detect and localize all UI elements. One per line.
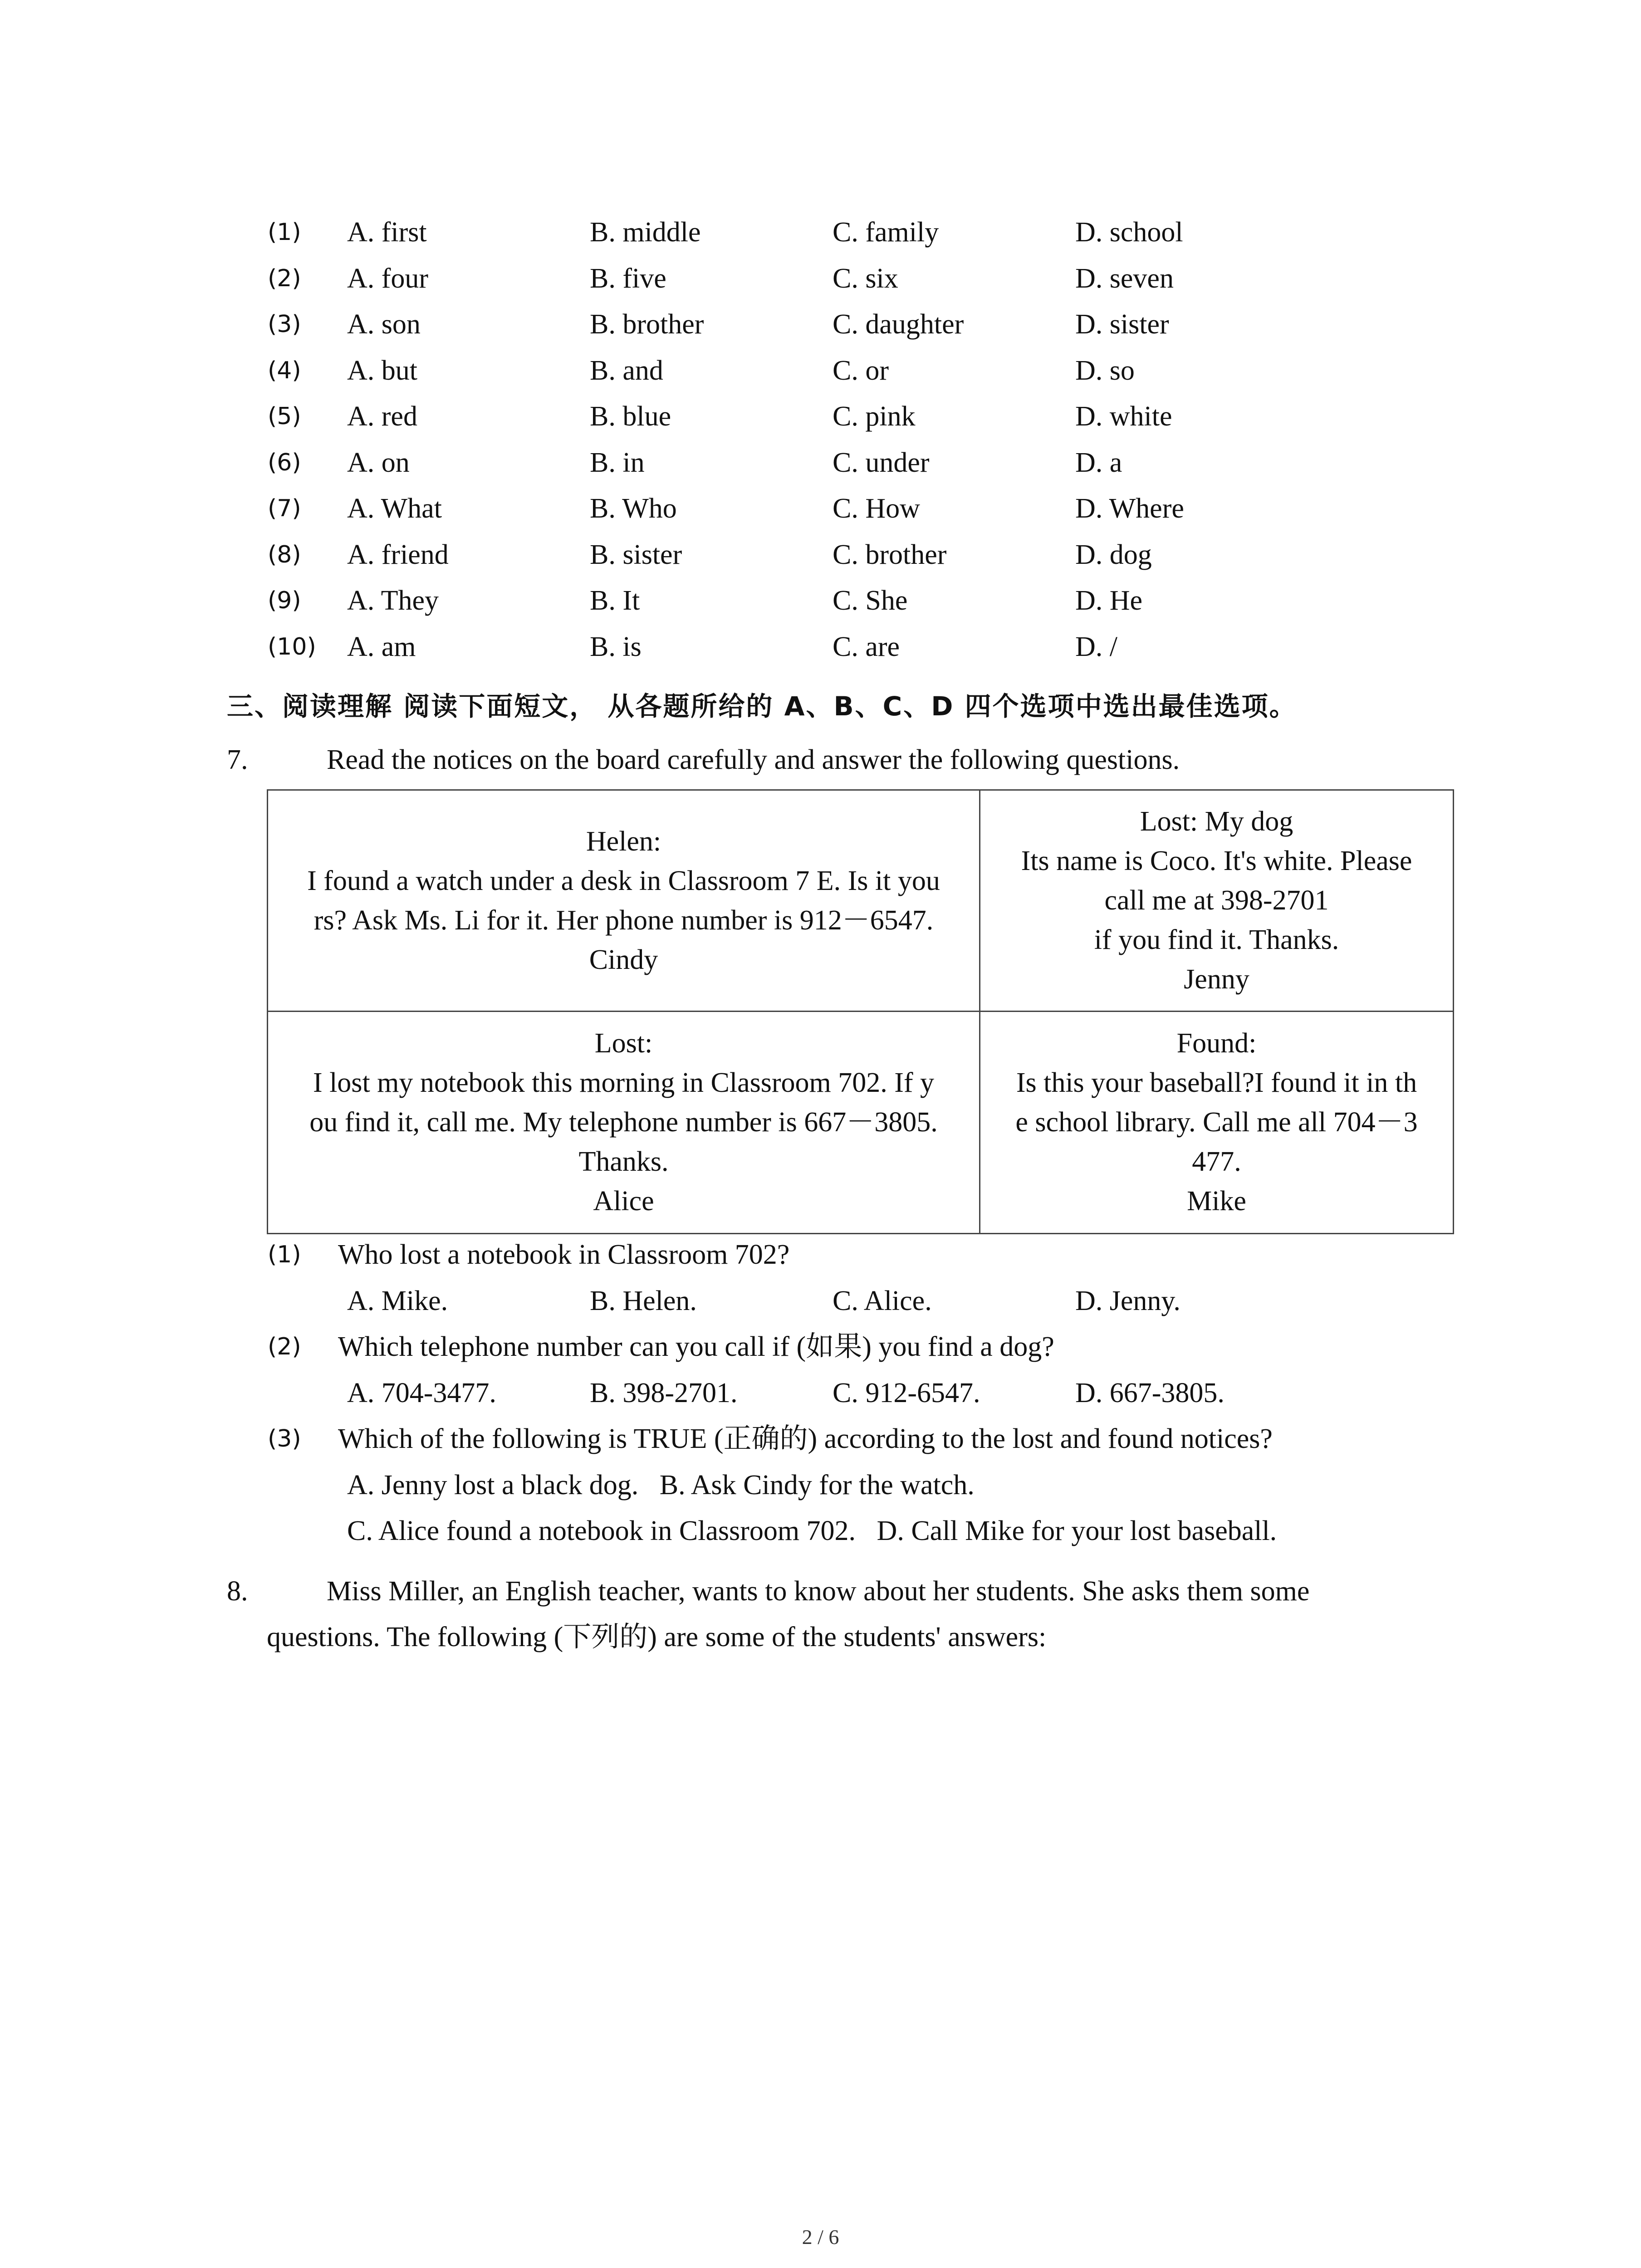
subquestion-text: Who lost a notebook in Classroom 702? [338, 1239, 790, 1270]
option-d: D. a [1075, 447, 1122, 478]
option-c: C. daughter [833, 309, 964, 340]
notice-board-table [267, 789, 1454, 1234]
option-a: A. four [347, 263, 429, 294]
notice-line: Its name is Coco. It's white. Please [1021, 846, 1412, 876]
option-d: D. Jenny. [1075, 1285, 1181, 1316]
option-c: C. under [833, 447, 930, 478]
notice-lost-dog [980, 790, 1454, 1012]
option-row [268, 256, 1357, 302]
option-d: D. white [1075, 401, 1172, 432]
subquestion-text: Which telephone number can you call if (如果) you find a dog? [338, 1331, 1054, 1362]
option-d: D. school [1075, 217, 1183, 248]
notice-found-baseball [980, 1012, 1454, 1234]
option-row [268, 532, 1357, 578]
option-a: A. They [347, 585, 439, 616]
option-row [268, 486, 1357, 532]
option-a: A. Mike. [347, 1285, 448, 1316]
option-c: C. are [833, 631, 900, 662]
subquestion-3-options-line-2 [268, 1508, 1402, 1554]
option-b: B. middle [590, 217, 701, 248]
option-a: A. am [347, 631, 416, 662]
option-a: A. first [347, 217, 427, 248]
notice-line: Lost: [594, 1028, 653, 1059]
option-c: C. How [833, 493, 920, 524]
option-row [268, 394, 1357, 440]
question-number: (9) [268, 587, 301, 614]
option-a: A. but [347, 355, 417, 386]
subquestion-2-options [268, 1370, 1402, 1417]
notice-helen [268, 790, 980, 1012]
question-number: (5) [268, 403, 301, 430]
question-8-number: 8. [227, 1576, 248, 1607]
question-7-number: 7. [227, 744, 248, 775]
option-row [268, 302, 1357, 348]
option-d: D. seven [1075, 263, 1174, 294]
option-b: B. is [590, 631, 642, 662]
subquestion-1-options [268, 1278, 1402, 1325]
option-a: A. friend [347, 539, 449, 570]
options-line: C. Alice found a notebook in Classroom 702. D. Call Mike for your lost baseball. [347, 1515, 1277, 1546]
notice-line: Found: [1176, 1028, 1257, 1059]
option-a: A. red [347, 401, 417, 432]
notice-line: call me at 398-2701 [1104, 885, 1329, 916]
question-8-line-2: questions. The following (下列的) are some of the students' answers: [267, 1622, 1047, 1652]
option-b: B. It [590, 585, 640, 616]
question-number: (7) [268, 495, 301, 522]
notice-line: Jenny [1184, 964, 1249, 995]
notice-line: rs? Ask Ms. Li for it. Her phone number is 912－6547. [314, 904, 934, 936]
option-c: C. or [833, 355, 889, 386]
option-b: B. blue [590, 401, 671, 432]
option-d: D. Where [1075, 493, 1184, 524]
notice-line: Cindy [589, 944, 658, 975]
option-row [268, 440, 1357, 486]
option-c: C. family [833, 217, 939, 248]
option-c: C. six [833, 263, 898, 294]
notice-line: Lost: My dog [1140, 806, 1293, 837]
option-c: C. pink [833, 401, 916, 432]
notice-line: Helen: [586, 826, 661, 857]
cloze-options-list [268, 210, 1357, 670]
option-b: B. five [590, 263, 666, 294]
notice-line: e school library. Call me all 704－3 [1015, 1107, 1418, 1138]
notice-line: Alice [593, 1186, 654, 1217]
question-7-subquestions [268, 1232, 1402, 1554]
option-row [268, 348, 1357, 394]
option-a: A. 704-3477. [347, 1377, 496, 1408]
option-b: B. sister [590, 539, 682, 570]
notice-line: Thanks. [578, 1146, 669, 1177]
notice-line: I lost my notebook this morning in Classroom 702. If y [313, 1067, 935, 1098]
option-b: B. brother [590, 309, 704, 340]
subquestion-3-options-line-1 [268, 1462, 1402, 1509]
question-number: (2) [268, 264, 301, 292]
section-heading: 三、阅读理解 阅读下面短文， 从各题所给的 A、B、C、D 四个选项中选出最佳选项。 [227, 691, 1297, 722]
notice-line: 477. [1192, 1146, 1241, 1177]
option-c: C. 912-6547. [833, 1377, 980, 1408]
subquestion-number: (1) [268, 1241, 301, 1268]
question-number: (1) [268, 219, 301, 246]
subquestion-1 [268, 1232, 1402, 1278]
option-c: C. She [833, 585, 908, 616]
option-d: D. / [1075, 631, 1117, 662]
subquestion-number: (2) [268, 1333, 301, 1360]
option-c: C. brother [833, 539, 947, 570]
question-number: (4) [268, 357, 301, 384]
question-7-instruction: Read the notices on the board carefully and answer the following questions. [327, 744, 1180, 775]
page-number: 2 / 6 [802, 2225, 839, 2248]
option-b: B. Who [590, 493, 677, 524]
subquestion-number: (3) [268, 1425, 301, 1452]
option-b: B. and [590, 355, 663, 386]
option-a: A. on [347, 447, 410, 478]
option-row [268, 578, 1357, 624]
notice-lost-notebook [268, 1012, 980, 1234]
subquestion-3 [268, 1416, 1402, 1462]
notice-line: ou find it, call me. My telephone number is 667－3805. [309, 1107, 938, 1138]
notice-line: if you find it. Thanks. [1094, 924, 1339, 955]
option-row [268, 210, 1357, 256]
notice-line: Is this your baseball?I found it in th [1016, 1067, 1417, 1098]
subquestion-2 [268, 1324, 1402, 1370]
option-d: D. sister [1075, 309, 1169, 340]
option-d: D. He [1075, 585, 1143, 616]
option-b: B. in [590, 447, 645, 478]
option-d: D. so [1075, 355, 1135, 386]
option-row [268, 624, 1357, 670]
question-8-line-1: Miss Miller, an English teacher, wants to know about her students. She asks them some [327, 1576, 1310, 1607]
option-b: B. Helen. [590, 1285, 697, 1316]
option-d: D. 667-3805. [1075, 1377, 1225, 1408]
notice-line: Mike [1187, 1186, 1246, 1217]
option-d: D. dog [1075, 539, 1152, 570]
question-number: (6) [268, 449, 301, 476]
question-number: (8) [268, 541, 301, 568]
option-a: A. What [347, 493, 442, 524]
question-number: (3) [268, 311, 301, 338]
option-a: A. son [347, 309, 421, 340]
option-b: B. 398-2701. [590, 1377, 738, 1408]
question-number: (10) [268, 633, 316, 660]
options-line: A. Jenny lost a black dog. B. Ask Cindy for the watch. [347, 1469, 975, 1501]
option-c: C. Alice. [833, 1285, 932, 1316]
subquestion-text: Which of the following is TRUE (正确的) according to the lost and found notices? [338, 1423, 1273, 1454]
notice-line: I found a watch under a desk in Classroom 7 E. Is it you [307, 865, 940, 896]
